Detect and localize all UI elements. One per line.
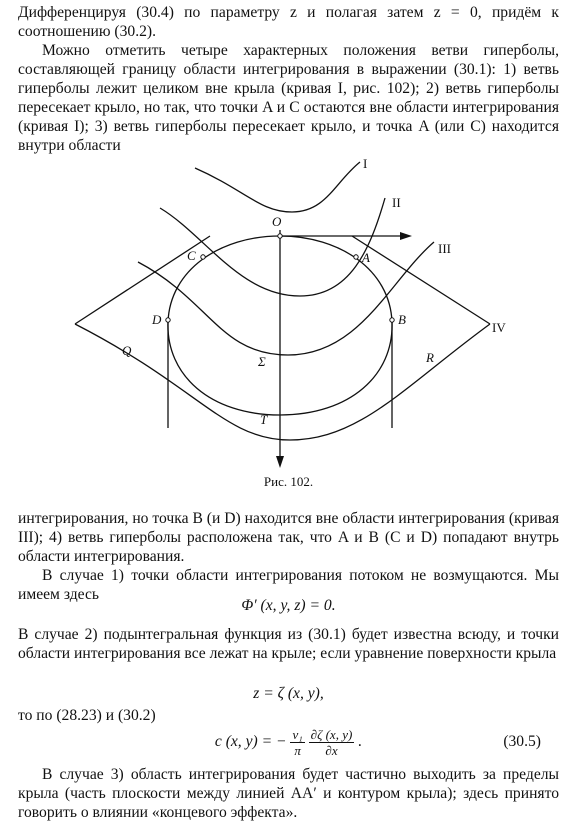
paragraph-2: Можно отметить четыре характерных положения ветви гиперболы, составляющей границу области интегрирования в выражении (30.1): 1) ветвь гиперболы лежит целиком вне крыла (кривая I, рис. 102); 2) ветвь гиперболы пересекает крыло, но так, что точки A и C остаются вне области интегрирования (кривая I); 3) ветвь гиперболы пересекает крыло, и точка A (или C) находится внутри области xyxy=(18,42,559,154)
equation-2: z = ζ (x, y), xyxy=(253,685,324,702)
figure-102 xyxy=(60,150,520,475)
equation-1: Φ′ (x, y, z) = 0. xyxy=(241,597,336,614)
equation-number: (30.5) xyxy=(503,733,541,750)
curve-I xyxy=(195,162,360,212)
eq3-fraction-2 xyxy=(309,727,355,758)
label-D: D xyxy=(152,312,162,327)
paragraph-1: Дифференцируя (30.4) по параметру z и полагая затем z = 0, придём к соотношению (30.2). xyxy=(18,4,559,40)
eq3-frac1-den: π xyxy=(294,742,301,758)
point-C xyxy=(201,255,205,259)
hyperbola-diagram xyxy=(60,150,520,475)
label-B: B xyxy=(398,312,406,327)
label-Sigma: Σ xyxy=(258,354,266,369)
label-O: O xyxy=(272,214,282,229)
point-B xyxy=(390,318,394,322)
point-A xyxy=(354,255,358,259)
paragraph-4: В случае 1) точки области интегрирования потоком не возмущаются. Мы имеем здесь xyxy=(18,567,559,603)
label-Q: Q xyxy=(122,343,132,358)
eq3-fraction-1 xyxy=(290,727,304,758)
figure-caption: Рис. 102. xyxy=(263,474,314,489)
eq3-frac1-num: v₁ xyxy=(292,726,303,742)
eq3-frac2-num: ∂ζ (x, y) xyxy=(310,726,353,742)
label-A: A xyxy=(362,250,370,265)
equation-3 xyxy=(18,726,559,758)
eq3-frac2-den: ∂x xyxy=(325,742,338,758)
label-R: R xyxy=(426,350,434,365)
eq3-tail: . xyxy=(358,733,363,750)
paragraph-5: В случае 2) подынтегральная функция из (30.1) будет известна всюду, и точки области интегрирования все лежат на крыле; если уравнение поверхности крыла xyxy=(18,626,559,662)
flow-arrow-head xyxy=(400,232,412,240)
eq3-lhs: c (x, y) = − xyxy=(214,733,287,750)
label-I: I xyxy=(363,156,368,171)
paragraph-7: В случае 3) область интегрирования будет частично выходить за пределы крыла (часть плоскости между линией AA′ и контуром крыла); здесь принято говорить о влиянии «концевого эффекта». xyxy=(18,766,559,821)
label-II: II xyxy=(392,195,401,210)
label-IV: IV xyxy=(492,320,506,335)
label-T: T xyxy=(260,412,268,427)
paragraph-6: то по (28.23) и (30.2) xyxy=(18,707,156,724)
label-C: C xyxy=(187,248,196,263)
label-III: III xyxy=(438,241,451,256)
curve-III xyxy=(138,242,434,355)
point-D xyxy=(166,318,170,322)
point-O xyxy=(278,234,282,238)
curve-IV xyxy=(75,324,490,440)
paragraph-3: интегрирования, но точка B (и D) находится вне области интегрирования (кривая III); 4) ветвь гиперболы расположена так, что A и B (C и D) попадают внутрь области интегрирования. xyxy=(18,510,559,565)
z-axis-arrow-head xyxy=(276,456,284,468)
